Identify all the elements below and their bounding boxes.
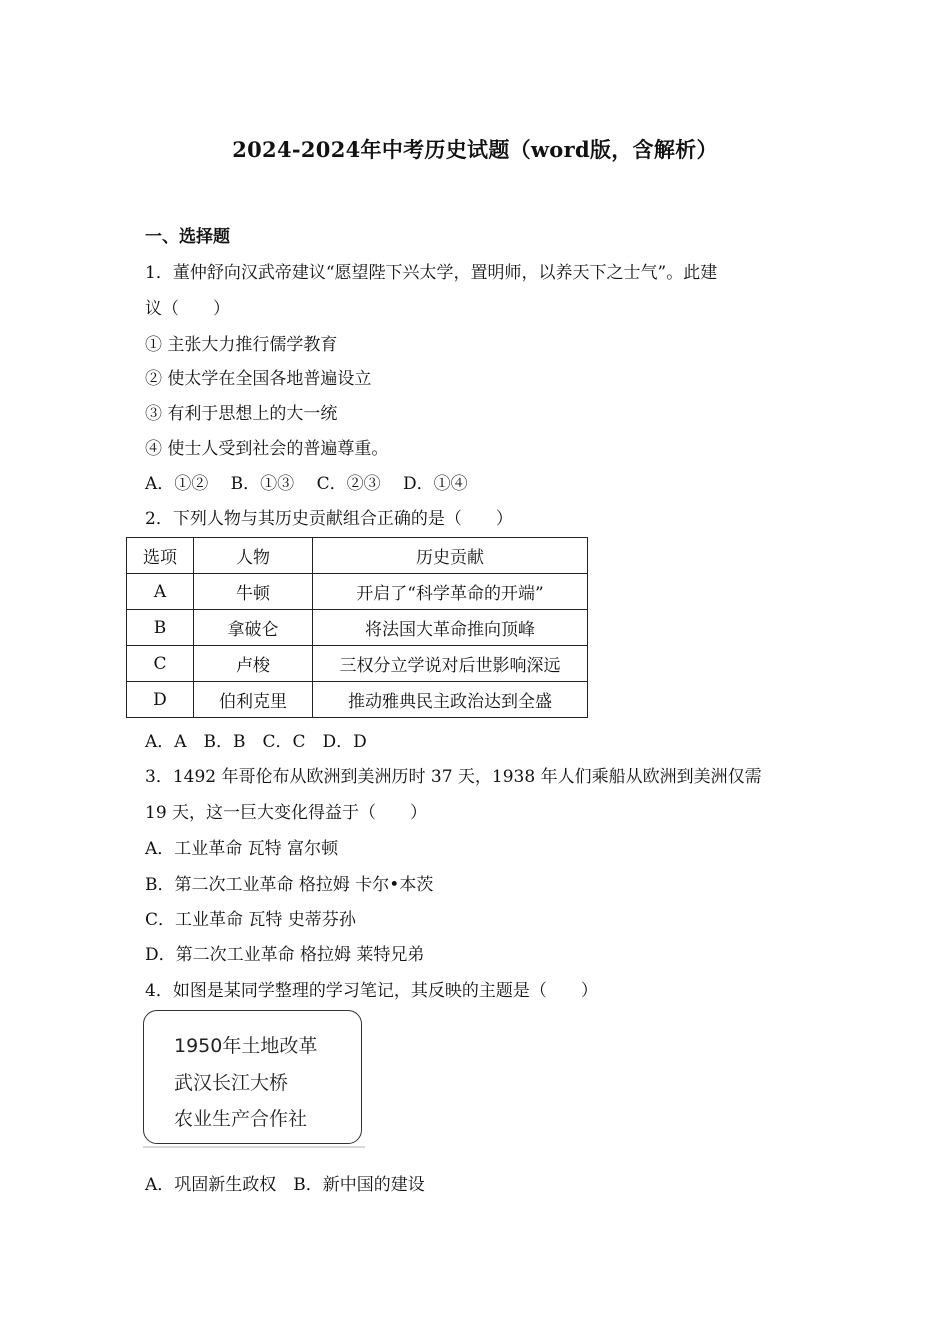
table-cell: B bbox=[127, 610, 194, 646]
q3-option-d: D．第二次工业革命 格拉姆 莱特兄弟 bbox=[145, 945, 425, 965]
table-header-cell: 选项 bbox=[127, 538, 194, 574]
note-line: 武汉长江大桥 bbox=[174, 1072, 289, 1094]
q2-table bbox=[126, 537, 588, 718]
q1-stem-line2: 议（ ） bbox=[145, 299, 230, 319]
table-row bbox=[127, 682, 588, 718]
table-header-cell: 历史贡献 bbox=[313, 538, 588, 574]
q4-options: A．巩固新生政权 B．新中国的建设 bbox=[145, 1175, 425, 1195]
q3-stem-line2: 19 天，这一巨大变化得益于（ ） bbox=[145, 803, 428, 823]
table-row bbox=[127, 610, 588, 646]
q1-item-1: ① 主张大力推行儒学教育 bbox=[145, 335, 338, 355]
q3-option-a: A．工业革命 瓦特 富尔顿 bbox=[145, 839, 339, 859]
table-cell: 伯利克里 bbox=[194, 682, 313, 718]
table-cell: D bbox=[127, 682, 194, 718]
section-heading: 一、选择题 bbox=[145, 227, 230, 247]
table-row bbox=[127, 646, 588, 682]
note-baseline bbox=[143, 1146, 365, 1148]
note-line: 农业生产合作社 bbox=[174, 1108, 308, 1130]
note-line: 1950年土地改革 bbox=[174, 1035, 318, 1057]
table-cell: 拿破仑 bbox=[194, 610, 313, 646]
q3-stem-line1: 3．1492 年哥伦布从欧洲到美洲历时 37 天，1938 年人们乘船从欧洲到美洲仅需 bbox=[145, 767, 762, 787]
document-title: 2024-2024年中考历史试题（word版，含解析） bbox=[232, 137, 718, 162]
q3-option-b: B．第二次工业革命 格拉姆 卡尔•本茨 bbox=[145, 875, 434, 895]
table-cell: 推动雅典民主政治达到全盛 bbox=[313, 682, 588, 718]
q1-options: A．①② B．①③ C．②③ D．①④ bbox=[145, 474, 468, 494]
table-row bbox=[127, 574, 588, 610]
table-header-row bbox=[127, 538, 588, 574]
q1-item-2: ② 使太学在全国各地普遍设立 bbox=[145, 369, 372, 389]
table-cell: 开启了“科学革命的开端” bbox=[313, 574, 588, 610]
table-cell: A bbox=[127, 574, 194, 610]
table-cell: C bbox=[127, 646, 194, 682]
table-header-cell: 人物 bbox=[194, 538, 313, 574]
q1-item-4: ④ 使士人受到社会的普遍尊重。 bbox=[145, 439, 389, 459]
q1-item-3: ③ 有利于思想上的大一统 bbox=[145, 404, 338, 424]
table-cell: 三权分立学说对后世影响深远 bbox=[313, 646, 588, 682]
q3-option-c: C．工业革命 瓦特 史蒂芬孙 bbox=[145, 910, 356, 930]
table-cell: 将法国大革命推向顶峰 bbox=[313, 610, 588, 646]
q2-options: A．A B．B C．C D．D bbox=[145, 732, 367, 752]
q2-stem: 2．下列人物与其历史贡献组合正确的是（ ） bbox=[145, 509, 513, 529]
q1-stem-line1: 1．董仲舒向汉武帝建议“愿望陛下兴太学，置明师，以养天下之士气”。此建 bbox=[145, 263, 718, 283]
table-cell: 卢梭 bbox=[194, 646, 313, 682]
table-cell: 牛顿 bbox=[194, 574, 313, 610]
study-note-image bbox=[143, 1010, 362, 1144]
q4-stem: 4．如图是某同学整理的学习笔记，其反映的主题是（ ） bbox=[145, 981, 598, 1001]
